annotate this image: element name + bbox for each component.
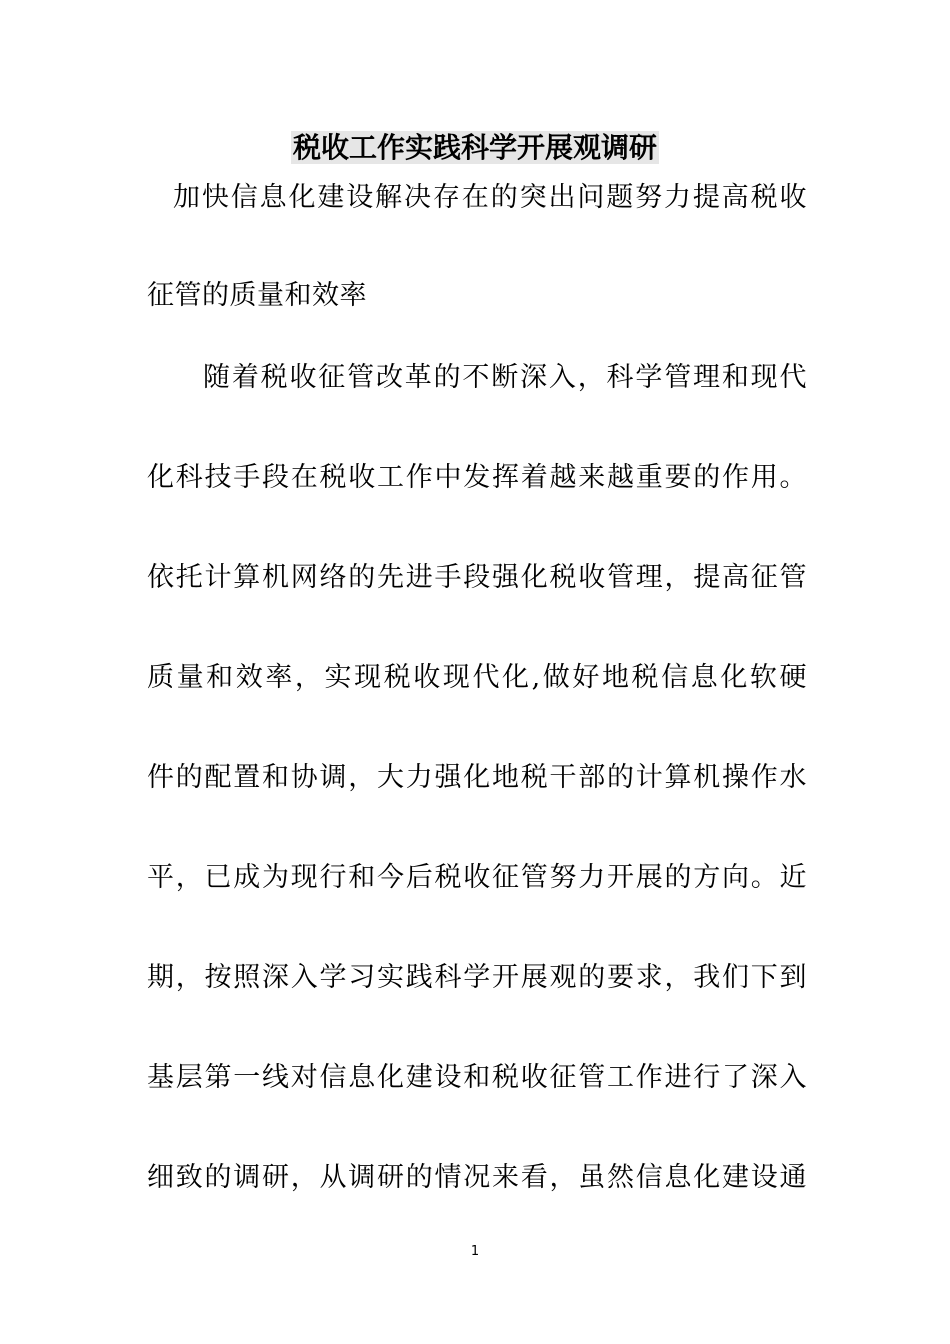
body-line-6: 平，已成为现行和今后税收征管努力开展的方向。近: [147, 862, 807, 893]
subtitle-line-1: 加快信息化建设解决存在的突出问题努力提高税收: [173, 182, 807, 213]
body-line-7: 期，按照深入学习实践科学开展观的要求，我们下到: [147, 962, 807, 993]
body-line-4: 质量和效率，实现税收现代化,做好地税信息化软硬: [147, 662, 807, 693]
page-number: 1: [470, 1244, 480, 1259]
body-line-2: 化科技手段在税收工作中发挥着越来越重要的作用。: [147, 462, 807, 493]
body-line-1: 随着税收征管改革的不断深入，科学管理和现代: [203, 362, 807, 393]
body-line-9: 细致的调研，从调研的情况来看，虽然信息化建设通: [147, 1162, 807, 1193]
body-line-8: 基层第一线对信息化建设和税收征管工作进行了深入: [147, 1062, 807, 1093]
body-line-3: 依托计算机网络的先进手段强化税收管理，提高征管: [147, 562, 807, 593]
document-title: [0, 128, 950, 168]
subtitle-line-2: 征管的质量和效率: [147, 280, 367, 311]
body-line-5: 件的配置和协调，大力强化地税干部的计算机操作水: [147, 762, 807, 793]
document-title-text: 税收工作实践科学开展观调研: [292, 131, 657, 164]
